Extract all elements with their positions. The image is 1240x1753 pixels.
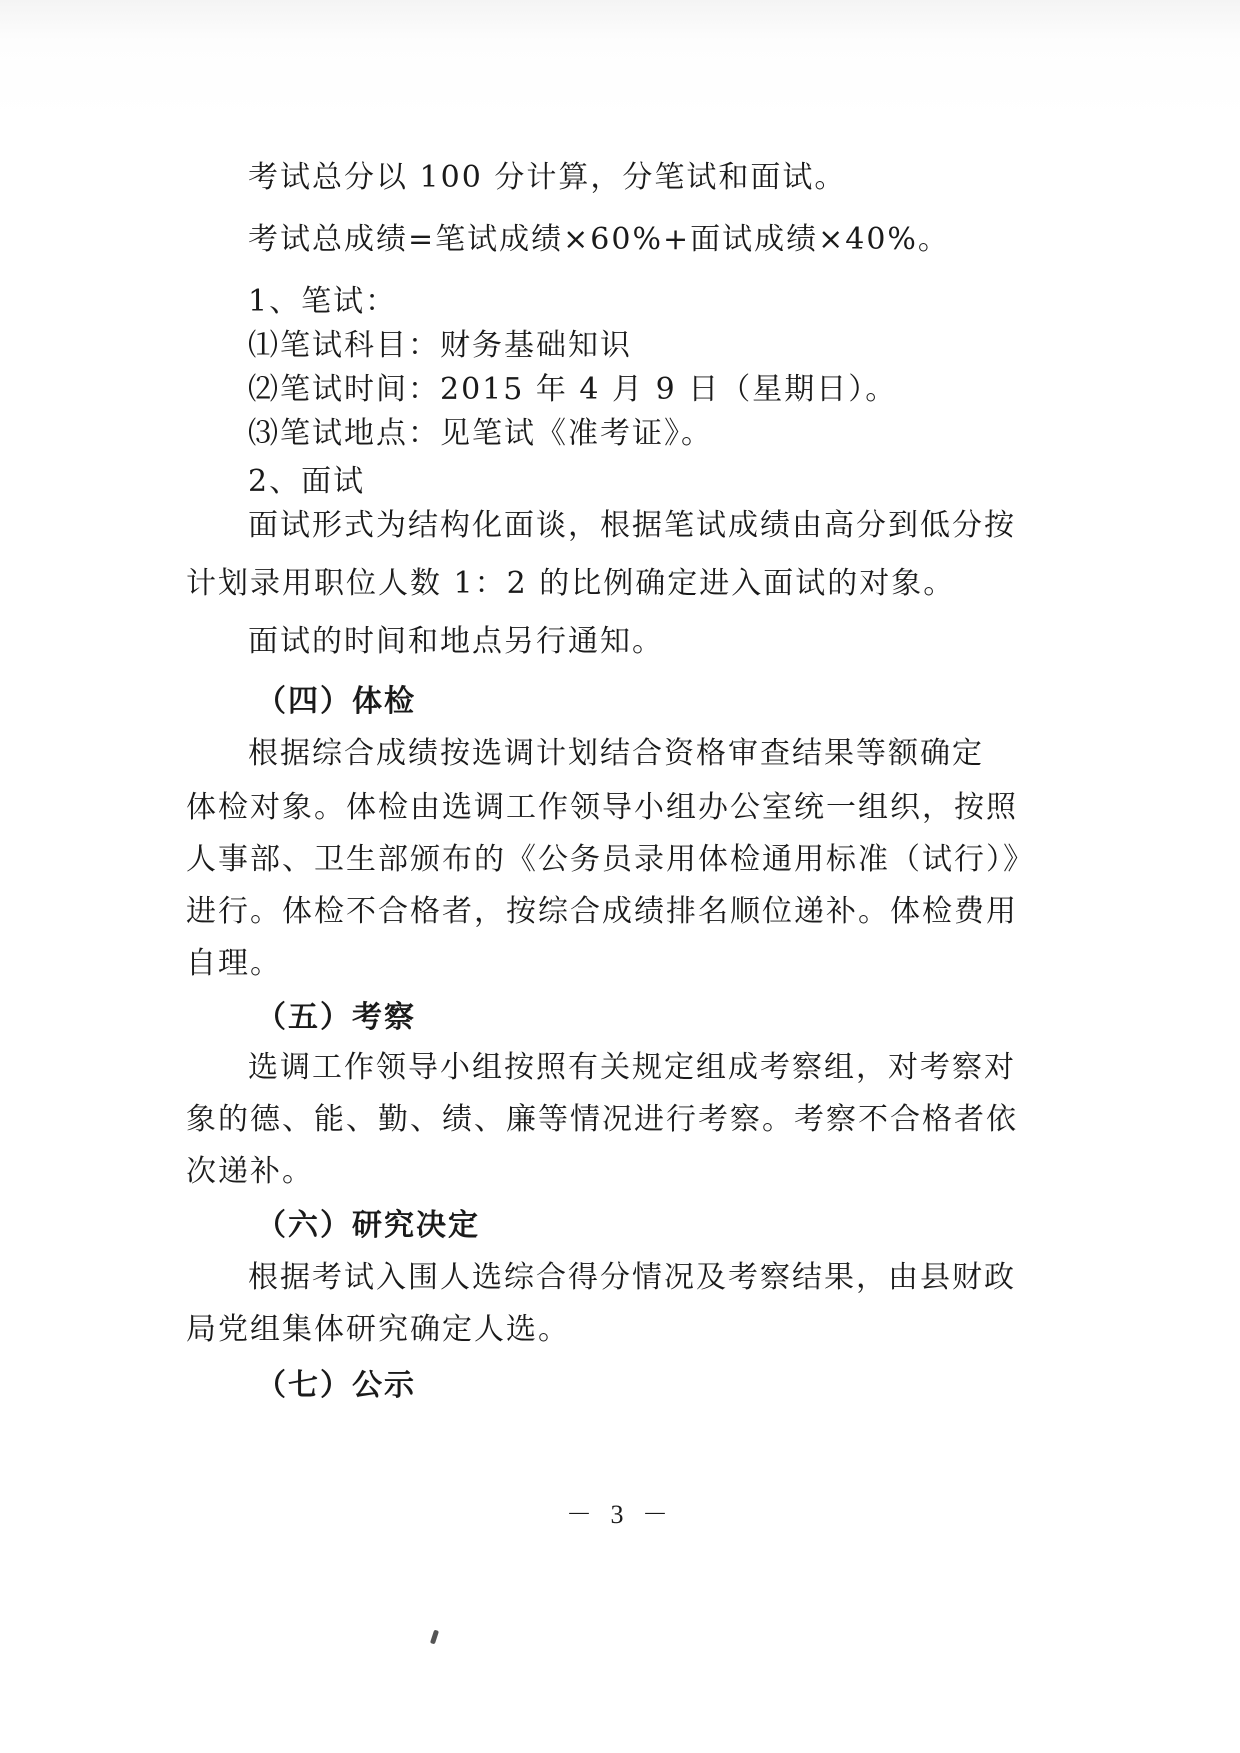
scan-speck [430,1630,439,1645]
paragraph-line: 局党组集体研究确定人选。 [186,1312,570,1347]
section-heading: （五）考察 [256,1000,416,1035]
paragraph-line: 面试形式为结构化面谈，根据笔试成绩由高分到低分按 [248,508,1016,543]
paragraph-line: 根据综合成绩按选调计划结合资格审查结果等额确定 [248,736,984,771]
paragraph-line: 次递补。 [186,1154,314,1189]
paragraph-line: 进行。体检不合格者，按综合成绩排名顺位递补。体检费用 [186,894,1018,929]
list-heading: 2、面试 [248,464,366,499]
paragraph-line: 根据考试入围人选综合得分情况及考察结果，由县财政 [248,1260,1016,1295]
paragraph-line: 面试的时间和地点另行通知。 [248,624,664,659]
paragraph-line: 体检对象。体检由选调工作领导小组办公室统一组织，按照 [186,790,1018,825]
section-heading: （六）研究决定 [256,1208,480,1243]
paragraph-line: 考试总成绩=笔试成绩×60%+面试成绩×40%。 [248,222,950,257]
list-item: ⑵笔试时间：2015 年 4 月 9 日（星期日）。 [248,372,898,407]
paragraph-line: 象的德、能、勤、绩、廉等情况进行考察。考察不合格者依 [186,1102,1018,1137]
paragraph-line: 自理。 [186,946,282,981]
list-heading: 1、笔试： [248,284,398,319]
paragraph-line: 人事部、卫生部颁布的《公务员录用体检通用标准（试行）》 [186,842,1035,877]
section-heading: （四）体检 [256,684,416,719]
section-heading: （七）公示 [256,1368,416,1403]
list-item: ⑴笔试科目：财务基础知识 [248,328,632,363]
list-item: ⑶笔试地点：见笔试《准考证》。 [248,416,713,451]
page-number: － 3 － [565,1500,674,1529]
paragraph-line: 计划录用职位人数 1：2 的比例确定进入面试的对象。 [186,566,956,601]
paragraph-line: 选调工作领导小组按照有关规定组成考察组，对考察对 [248,1050,1016,1085]
paragraph-line: 考试总分以 100 分计算，分笔试和面试。 [248,160,847,195]
